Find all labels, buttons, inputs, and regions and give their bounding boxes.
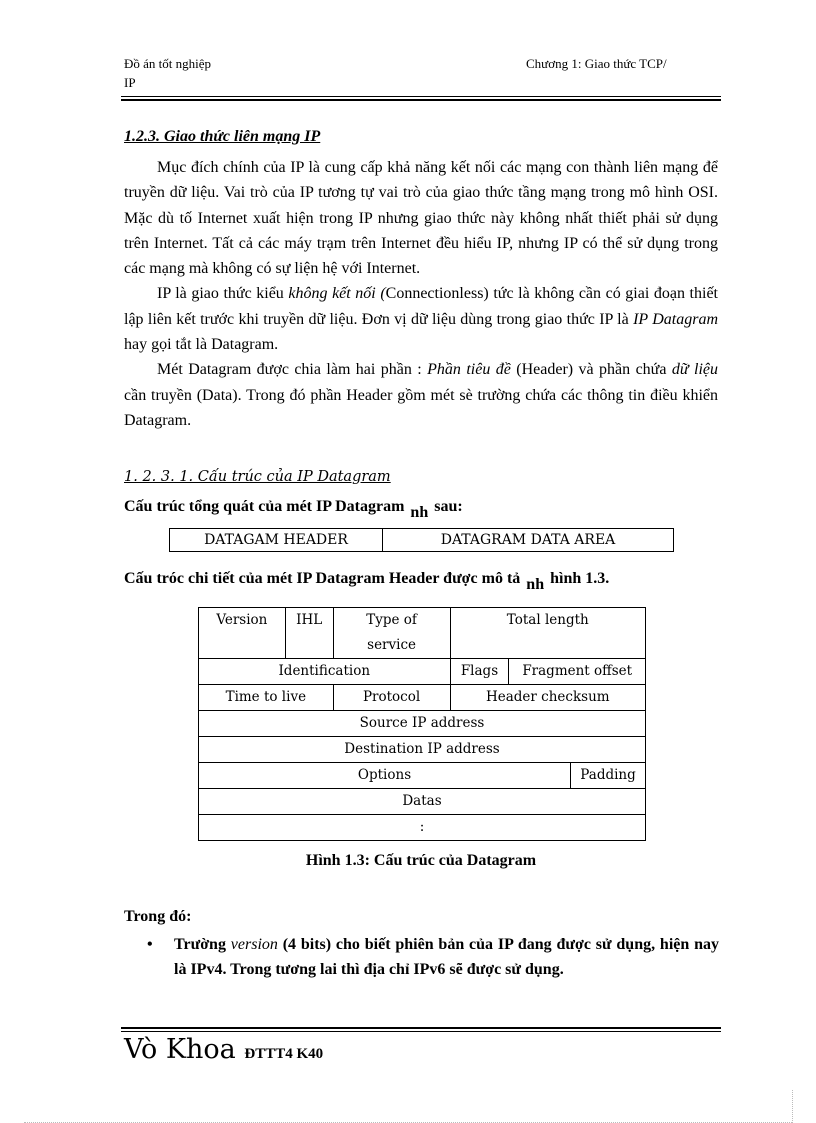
- datas-cell: Datas: [199, 789, 646, 815]
- table-row: [199, 608, 646, 659]
- table-row: [199, 711, 646, 737]
- body-text: [124, 155, 718, 433]
- datagram-data-cell: DATAGRAM DATA AREA: [440, 532, 616, 548]
- trong-do-label: Trong đó:: [124, 908, 192, 925]
- table-row: [199, 659, 646, 685]
- subsection-title: 1. 2. 3. 1. Cấu trúc của IP Datagram: [124, 469, 391, 485]
- options-cell: Options: [199, 763, 571, 789]
- p2-text-b: Connectionless) tức là không cần có giai đoạn thiết lập liên kết trước khi truyền dữ liệu. Đơn vị dữ liệu dùng trong giao thức IP là: [124, 285, 718, 328]
- table-row: [199, 737, 646, 763]
- line1-sub: nh: [410, 504, 429, 521]
- checksum-cell: Header checksum: [450, 685, 645, 711]
- table-row: [199, 685, 646, 711]
- footer-author: [124, 1034, 323, 1065]
- p2-text-c: hay gọi tắt là Datagram.: [124, 336, 279, 354]
- line1-text-a: Cấu trúc tổng quát của mét IP Datagram: [124, 498, 405, 515]
- page-edge-dotted-vertical: [792, 1090, 793, 1123]
- line2-text-b: hình 1.3.: [550, 570, 610, 587]
- structure-line-1: [124, 498, 463, 521]
- flags-cell: Flags: [450, 659, 509, 685]
- structure-line-2: [124, 570, 610, 593]
- p3-italic-b: dữ liệu: [671, 361, 719, 379]
- destination-address-cell: Destination IP address: [199, 737, 646, 763]
- header-rule-bottom: [121, 99, 721, 101]
- datagram-header-cell: DATAGAM HEADER: [170, 529, 383, 551]
- p2-text-a: IP là giao thức kiểu: [157, 285, 289, 303]
- source-address-cell: Source IP address: [199, 711, 646, 737]
- paragraph-3: [124, 357, 718, 433]
- p3-italic-a: Phần tiêu đề: [427, 361, 511, 379]
- bullet-text-b: (4 bits) cho biết phiên bản của IP đang được sử dụng, hiện nay là IPv4. Trong tương lai thì địa chỉ IPv6 sẽ được sử dụng.: [174, 936, 719, 979]
- ellipsis-cell: :: [199, 815, 646, 841]
- bullet-text: [174, 932, 719, 983]
- line2-text-a: Cấu tróc chi tiết của mét IP Datagram Header được mô tả: [124, 570, 521, 587]
- table-row: [199, 815, 646, 841]
- section-title: 1.2.3. Giao thức liên mạng IP: [124, 128, 321, 145]
- paragraph-2: [124, 281, 718, 357]
- tos-cell: Type of service: [333, 608, 450, 659]
- p2-italic-a: không kết nối (: [288, 285, 386, 303]
- footer-rule-bottom: [121, 1031, 721, 1032]
- header-left-line1: Đồ án tốt nghiệp: [124, 56, 212, 71]
- list-item: [147, 932, 719, 983]
- bullet-text-a: Trường: [174, 936, 231, 953]
- p3-text-c: cần truyền (Data). Trong đó phần Header gồm mét sè trường chứa các thông tin điều khiển Datagram.: [124, 386, 718, 429]
- footer-class: ĐTTT4 K40: [244, 1046, 324, 1062]
- line2-sub: nh: [526, 576, 545, 593]
- version-cell: Version: [199, 608, 286, 659]
- ip-header-table: [198, 607, 646, 841]
- figure-caption: Hình 1.3: Cấu trúc của Datagram: [305, 852, 537, 869]
- table-row: [199, 789, 646, 815]
- ihl-cell: IHL: [285, 608, 333, 659]
- padding-cell: Padding: [571, 763, 646, 789]
- fragment-offset-cell: Fragment offset: [509, 659, 646, 685]
- footer-name: Vò Khoa: [124, 1034, 236, 1065]
- header-rule-top: [121, 96, 721, 97]
- identification-cell: Identification: [199, 659, 451, 685]
- p2-italic-b: IP Datagram: [633, 310, 719, 328]
- header-left: [124, 54, 211, 92]
- paragraph-1: Mục đích chính của IP là cung cấp khả năng kết nối các mạng con thành liên mạng để truyền dữ liệu. Vai trò của IP tương tự vai trò của giao thức tầng mạng trong mô hình OSI. Mặc dù tố Internet xuất hiện trong IP nhưng giao thức này không nhất thiết phải sử dụng trên Internet. Tất cả các máy trạm trên Internet đều hiểu IP, nhưng IP có thể sử dụng trong các mạng mà không có sự liện hệ với Internet.: [124, 159, 718, 278]
- bullet-icon: •: [147, 936, 153, 953]
- ttl-cell: Time to live: [199, 685, 334, 711]
- header-right: Chương 1: Giao thức TCP/: [526, 56, 667, 71]
- bullet-italic: version: [230, 936, 278, 953]
- total-length-cell: Total length: [450, 608, 645, 659]
- footer-rule-top: [121, 1027, 721, 1029]
- p3-text-a: Mét Datagram được chia làm hai phần :: [157, 361, 428, 379]
- protocol-cell: Protocol: [333, 685, 450, 711]
- p3-text-b: (Header) và phần chứa: [510, 361, 672, 379]
- header-left-line2: IP: [124, 75, 136, 90]
- line1-text-b: sau:: [434, 498, 463, 515]
- table-row: [199, 763, 646, 789]
- datagram-simple-table: [169, 528, 674, 552]
